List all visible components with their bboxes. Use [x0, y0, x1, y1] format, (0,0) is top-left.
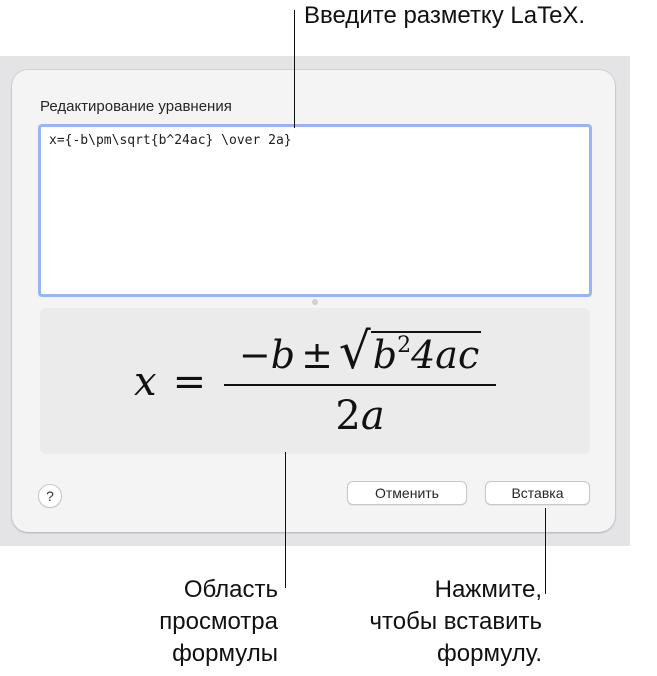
callout-preview-line: Область	[183, 576, 278, 603]
formula-preview-area	[40, 308, 590, 454]
callout-preview-line: просмотра	[159, 608, 278, 635]
denominator-number: 2	[335, 392, 361, 439]
radicand-exponent: 2	[397, 332, 412, 358]
callout-latex: Введите разметку LaTeX.	[304, 2, 586, 29]
dialog-title: Редактирование уравнения	[40, 98, 232, 115]
formula-plus-minus: ±	[301, 332, 333, 377]
denominator-variable: a	[360, 392, 385, 439]
formula-radicand	[371, 331, 481, 377]
callout-insert-line: чтобы вставить	[369, 608, 542, 635]
formula-minus-b: −b	[238, 332, 296, 377]
cancel-button[interactable]: Отменить	[347, 481, 467, 505]
formula-lhs: x	[134, 359, 157, 405]
latex-editor-input[interactable]	[38, 124, 592, 297]
equation-dialog	[12, 70, 615, 532]
radicand-base: b	[372, 332, 398, 377]
formula-denominator	[335, 386, 385, 439]
sqrt-icon: √	[338, 321, 371, 380]
help-button[interactable]: ?	[38, 484, 62, 508]
callout-preview	[120, 574, 278, 670]
callout-preview-line: формулы	[172, 640, 278, 667]
formula-fraction	[224, 321, 496, 439]
callout-line-preview	[285, 452, 286, 588]
resize-handle[interactable]	[312, 299, 318, 305]
rendered-formula	[134, 321, 496, 439]
formula-equals: =	[172, 359, 207, 405]
radicand-rest: 4ac	[411, 332, 480, 377]
callout-line-latex	[294, 10, 295, 128]
callout-insert-line: Нажмите,	[434, 576, 542, 603]
formula-numerator	[233, 321, 487, 384]
callout-line-insert	[545, 508, 546, 594]
callout-insert	[320, 574, 542, 670]
insert-button[interactable]: Вставка	[485, 481, 590, 505]
callout-insert-line: формулу.	[437, 640, 542, 667]
